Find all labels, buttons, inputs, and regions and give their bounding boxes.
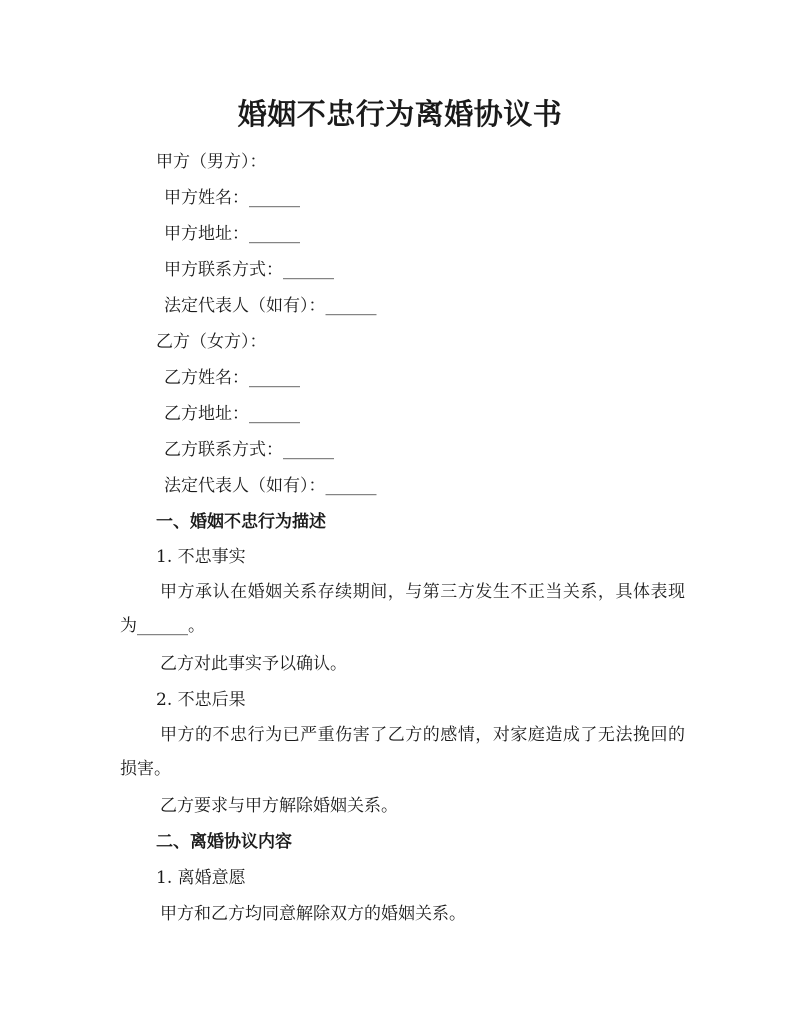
party-a-name: 甲方姓名：______ bbox=[164, 188, 300, 208]
section-1-item-2-para-1: 甲方的不忠行为已严重伤害了乙方的感情，对家庭造成了无法挽回的损害。 bbox=[120, 725, 685, 779]
section-1-item-2-para-2: 乙方要求与甲方解除婚姻关系。 bbox=[160, 796, 398, 816]
party-a-representative: 法定代表人（如有）：______ bbox=[164, 296, 377, 316]
section-1-item-1-para-2: 乙方对此事实予以确认。 bbox=[160, 654, 347, 674]
party-a-address: 甲方地址：______ bbox=[164, 224, 300, 244]
party-b-heading: 乙方（女方）： bbox=[156, 332, 267, 352]
section-2-item-1-title: 1. 离婚意愿 bbox=[156, 868, 246, 888]
party-b-representative: 法定代表人（如有）：______ bbox=[164, 476, 377, 496]
section-1-heading: 一、婚姻不忠行为描述 bbox=[156, 512, 326, 532]
section-1-item-2-title: 2. 不忠后果 bbox=[156, 690, 246, 710]
party-a-contact: 甲方联系方式：______ bbox=[164, 260, 334, 280]
party-a-heading: 甲方（男方）： bbox=[156, 152, 267, 172]
document-title: 婚姻不忠行为离婚协议书 bbox=[237, 97, 563, 131]
section-2-heading: 二、离婚协议内容 bbox=[156, 832, 292, 852]
section-1-item-1-para-1: 甲方承认在婚姻关系存续期间，与第三方发生不正当关系，具体表现为______。 bbox=[120, 582, 685, 636]
party-b-name: 乙方姓名：______ bbox=[164, 368, 300, 388]
party-b-address: 乙方地址：______ bbox=[164, 404, 300, 424]
party-b-contact: 乙方联系方式：______ bbox=[164, 440, 334, 460]
section-1-item-1-title: 1. 不忠事实 bbox=[156, 547, 246, 567]
section-2-item-1-para-1: 甲方和乙方均同意解除双方的婚姻关系。 bbox=[160, 904, 466, 924]
